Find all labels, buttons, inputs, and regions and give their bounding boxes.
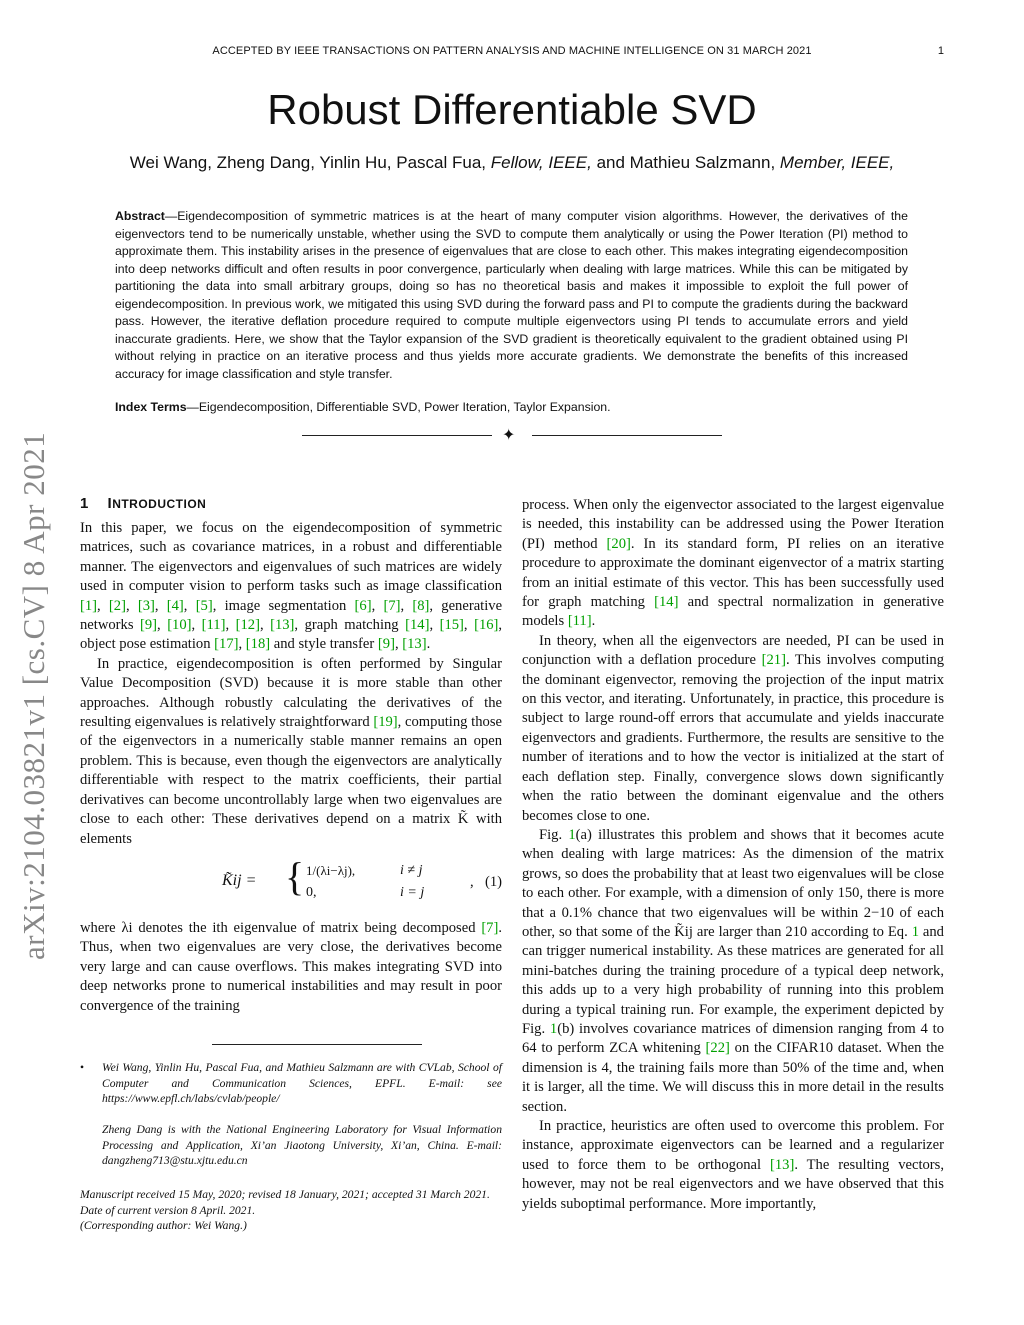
text-run: . bbox=[426, 636, 431, 653]
text-run: In practice, eigendecomposition is often performed by Singular Value Decomposition (SVD) because it is more stable than other approaches. Although robustly calculating the derivatives of the resulting eigenvalues is relatively straightforward bbox=[80, 655, 502, 731]
text-run: . The resulting vectors, however, may not be real eigenvectors and we have observed that this yields suboptimal performance. More importantly, bbox=[522, 1156, 944, 1212]
equation-case-condition: i ≠ j bbox=[400, 862, 423, 878]
text-run: . This involves computing the dominant eigenvector, removing the projection of the input matrix on this vector, and iterating. Unfortunately, in practice, this procedure is subject to large round-off errors that accumulate and yields inaccurate eigenvectors and gradients. Furthermore, the results are sensitive to the number of iterations and to how the vector is initialized at the start of each deflation step. Finally, convergence slows down significantly when the ratio between the dominant eigenvalue and the others becomes close to one. bbox=[522, 652, 944, 824]
divider bbox=[302, 435, 492, 436]
text-run: Fig. bbox=[522, 1020, 550, 1037]
text-run: In this paper, we focus on the eigendecomposition of symmetric matrices, such as covariance matrices, in a robust and differentiable manner. The eigenvectors and eigenvalues of such matrices are widely used in computer vision to perform tasks such as image classification bbox=[80, 520, 502, 595]
section-title: I bbox=[107, 495, 113, 512]
index-terms bbox=[115, 400, 908, 414]
text-run: , bbox=[97, 597, 109, 614]
text-run: , bbox=[463, 617, 475, 634]
footnote-rule bbox=[212, 1044, 422, 1045]
footnote-affiliation: Zheng Dang is with the National Engineering Laboratory for Visual Information Processing and Application, Xi’an Jiaotong University, Xi’an, China. E-mail: dangzheng713@stu.xjtu.edu.cn bbox=[102, 1123, 502, 1167]
citation-link[interactable]: [6] bbox=[354, 597, 372, 614]
paragraph bbox=[80, 655, 502, 849]
equation-case-value: 1/(λi−λj), bbox=[306, 862, 356, 878]
author-role: Fellow, IEEE, bbox=[490, 153, 592, 172]
citation-link[interactable]: [10] bbox=[167, 617, 192, 634]
paragraph bbox=[522, 632, 944, 826]
paragraph bbox=[522, 496, 944, 632]
text-run: , generative networks bbox=[80, 597, 503, 634]
citation-link[interactable]: [21] bbox=[761, 652, 786, 669]
citation-link[interactable]: [20] bbox=[606, 535, 631, 552]
citation-link[interactable]: [7] bbox=[481, 919, 499, 936]
paper-title: Robust Differentiable SVD bbox=[267, 86, 757, 133]
citation-link[interactable]: [14] bbox=[405, 617, 430, 634]
reference-link[interactable]: 1 bbox=[549, 1020, 558, 1037]
citation-link[interactable]: [8] bbox=[412, 597, 430, 614]
paragraph bbox=[80, 519, 502, 655]
text-run: (a) illustrates this problem and shows that it becomes acute when dealing with large matrices: As the dimension of the matrix grows, so does the probability that at least two eigenvalues will be close to each other. For example, with a dimension of only 150, there is more that a 0.1% chance that two eigenvalues will be within 2−10 of each other, so that some of the K̃ij are larger than 210 according to bbox=[522, 826, 944, 940]
text-run: . Thus, when two eigenvalues are very close, the derivatives become very large and can cause overflows. This makes integrating SVD into deep networks prone to numerical instabilities and may result in poor convergence of the training bbox=[80, 919, 502, 1014]
paragraph bbox=[522, 826, 944, 1117]
text-run: , bbox=[429, 617, 440, 634]
text-run: , bbox=[400, 597, 413, 614]
divider bbox=[532, 435, 722, 436]
text-run: . In its standard form, PI relies on an iterative procedure to approximate the dominant eigenvector of a matrix starting from an initial estimate of this vector. This has been successfully used for graph matching bbox=[522, 535, 944, 611]
text-run: , bbox=[394, 636, 403, 653]
citation-link[interactable]: [19] bbox=[373, 714, 398, 731]
author-names: and Mathieu Salzmann, bbox=[591, 153, 780, 172]
author-names: Wei Wang, Zheng Dang, Yinlin Hu, Pascal Fua, bbox=[129, 153, 491, 172]
brace: { bbox=[285, 853, 305, 899]
author-role: Member, IEEE, bbox=[779, 153, 895, 172]
paragraph bbox=[522, 1117, 944, 1214]
section-number: 1 bbox=[80, 495, 89, 512]
text-run: , bbox=[183, 597, 196, 614]
equation-case-value: 0, bbox=[306, 884, 317, 900]
text-run: and can trigger numerical instability. As these matrices are generated for all mini-batches during the training procedure of a typical deep network, this adds up to a very high probability of running into this problem during a typical training run. For example, the experiment depicted by bbox=[522, 923, 944, 1018]
footnote-affiliation bbox=[80, 1060, 502, 1107]
text-run: , object pose estimation bbox=[80, 617, 503, 653]
section-title: NTRODUCTION bbox=[112, 497, 207, 511]
citation-link[interactable]: [12] bbox=[235, 617, 260, 634]
citation-link[interactable]: [13] bbox=[769, 1156, 795, 1173]
equation-lhs: K̃ij = bbox=[222, 871, 257, 889]
text-run: , bbox=[125, 597, 138, 614]
citation-link[interactable]: [15] bbox=[439, 617, 464, 634]
author-list bbox=[0, 153, 1024, 173]
paragraph bbox=[80, 919, 502, 1016]
text-run: , graph matching bbox=[294, 617, 406, 634]
right-column bbox=[522, 496, 944, 1214]
citation-link[interactable]: [11] bbox=[567, 613, 592, 630]
citation-link[interactable]: [18] bbox=[245, 636, 271, 653]
equation-comma: , bbox=[470, 873, 474, 890]
text-run: , image segmentation bbox=[212, 597, 355, 614]
section-heading bbox=[80, 495, 502, 512]
text-run: and spectral normalization in generative models bbox=[522, 594, 944, 630]
text-run: In practice, heuristics are often used to overcome this problem. For instance, approximate eigenvectors can be learned and a regularizer used to force them to be orthogonal bbox=[522, 1118, 944, 1173]
text-run: (b) involves covariance matrices of dimension ranging from 4 to 64 to perform ZCA whitening bbox=[522, 1020, 944, 1057]
text-run: Eq. bbox=[887, 923, 912, 940]
text-run: where λi denotes the ith eigenvalue of matrix being decomposed bbox=[80, 919, 482, 936]
citation-link[interactable]: [11] bbox=[201, 617, 226, 634]
citation-link[interactable]: [4] bbox=[166, 597, 184, 614]
text-run: , bbox=[225, 617, 236, 634]
corresponding-author: (Corresponding author: Wei Wang.) bbox=[80, 1219, 247, 1232]
text-run: , bbox=[157, 617, 168, 634]
text-run: on the CIFAR10 dataset. When the dimension is 4, the training fails more than 50% of the time and, when it is larger, all the time. We will discuss this in more detail in the results section. bbox=[522, 1040, 944, 1115]
footnote-manuscript bbox=[80, 1187, 502, 1234]
text-run: , bbox=[371, 597, 384, 614]
reference-link[interactable]: 1 bbox=[568, 826, 576, 843]
text-run: , bbox=[238, 636, 246, 653]
citation-link[interactable]: [22] bbox=[705, 1040, 730, 1057]
arxiv-watermark: arXiv:2104.03821v1 [cs.CV] 8 Apr 2021 bbox=[16, 431, 51, 960]
citation-link[interactable]: [13] bbox=[270, 617, 295, 634]
citation-link[interactable]: [16] bbox=[474, 617, 499, 634]
citation-link[interactable]: [5] bbox=[195, 597, 213, 614]
text-run: and style transfer bbox=[270, 636, 378, 653]
text-run: , computing those of the eigenvectors in a numerically stable manner remains an open problem. This is because, even though the eigenvectors are analytically differentiable with respect to the matrix coefficients, their partial derivatives can become uncontrollably large when two eigenvalues are close to each other: These derivatives depend on a matrix K̃ with elements bbox=[80, 714, 502, 847]
reference-link[interactable]: 1 bbox=[911, 923, 919, 940]
citation-link[interactable]: [9] bbox=[140, 617, 158, 634]
text-run: , bbox=[259, 617, 271, 634]
bullet-icon: • bbox=[80, 1061, 85, 1074]
abstract-label: Abstract bbox=[115, 209, 165, 223]
footnote-text: Wei Wang, Yinlin Hu, Pascal Fua, and Mathieu Salzmann are with CVLab, School of Computer and Communication Sciences, EPFL. E-mail: see https://www.epfl.ch/labs/cvlab/people/ bbox=[102, 1061, 502, 1105]
text-run: process. When only the eigenvector associated to the largest eigenvalue is needed, this instability can be addressed using the Power Iteration (PI) method bbox=[522, 497, 944, 552]
citation-link[interactable]: [7] bbox=[383, 597, 401, 614]
text-run: , bbox=[154, 597, 167, 614]
manuscript-dates: Manuscript received 15 May, 2020; revised 18 January, 2021; accepted 31 March 2021. bbox=[80, 1188, 490, 1201]
section-separator bbox=[302, 425, 722, 444]
text-run: In theory, when all the eigenvectors are needed, PI can be used in conjunction with a deflation procedure bbox=[522, 632, 944, 669]
citation-link[interactable]: [13] bbox=[402, 636, 427, 653]
citation-link[interactable]: [3] bbox=[137, 597, 155, 614]
citation-link[interactable]: [9] bbox=[377, 636, 395, 653]
citation-link[interactable]: [17] bbox=[214, 636, 239, 653]
equation-case-condition: i = j bbox=[400, 884, 425, 900]
equation bbox=[80, 853, 502, 913]
citation-link[interactable]: [2] bbox=[108, 597, 126, 614]
abstract bbox=[115, 208, 908, 383]
star-icon: ✦ bbox=[502, 425, 516, 444]
text-run: . bbox=[591, 613, 596, 630]
equation-number: (1) bbox=[484, 873, 502, 890]
text-run: Fig. bbox=[539, 826, 569, 843]
left-column bbox=[80, 495, 502, 1016]
text-run: , bbox=[191, 617, 202, 634]
citation-link[interactable]: [1] bbox=[80, 597, 98, 614]
citation-link[interactable]: [14] bbox=[654, 594, 679, 611]
current-version: Date of current version 8 April. 2021. bbox=[80, 1203, 256, 1217]
index-terms-label: Index Terms bbox=[115, 400, 187, 414]
index-terms-text: —Eigendecomposition, Differentiable SVD, Power Iteration, Taylor Expansion. bbox=[186, 400, 611, 414]
abstract-text: —Eigendecomposition of symmetric matrices is at the heart of many computer vision algorithms. However, the derivatives of the eigenvectors tend to be numerically unstable, whether using the SVD to compute them analytically or using the Power Iteration (PI) method to approximate them. This instability arises in the presence of eigenvalues that are close to each other. This makes integrating eigendecomposition into deep networks difficult and often results in poor convergence, particularly when dealing with large matrices. While this can be mitigated by partitioning the data into small arbitrary groups, doing so has no theoretical basis and makes it impossible to exploit the full power of eigendecomposition. In previous work, we mitigated this using SVD during the forward pass and PI to compute the gradients during the backward pass. However, the iterative deflation procedure required to compute multiple eigenvectors using PI tends to accumulate errors and yield inaccurate gradients. Here, we show that the Taylor expansion of the SVD gradient is theoretically equivalent to the gradient obtained using PI without relying in practice on an iterative process and thus yields more accurate gradients. We demonstrate the benefits of this increased accuracy for image classification and style transfer. bbox=[115, 209, 908, 381]
running-head: ACCEPTED BY IEEE TRANSACTIONS ON PATTERN ANALYSIS AND MACHINE INTELLIGENCE ON 31 MARCH 2021 bbox=[212, 45, 812, 57]
page-number: 1 bbox=[937, 45, 944, 57]
